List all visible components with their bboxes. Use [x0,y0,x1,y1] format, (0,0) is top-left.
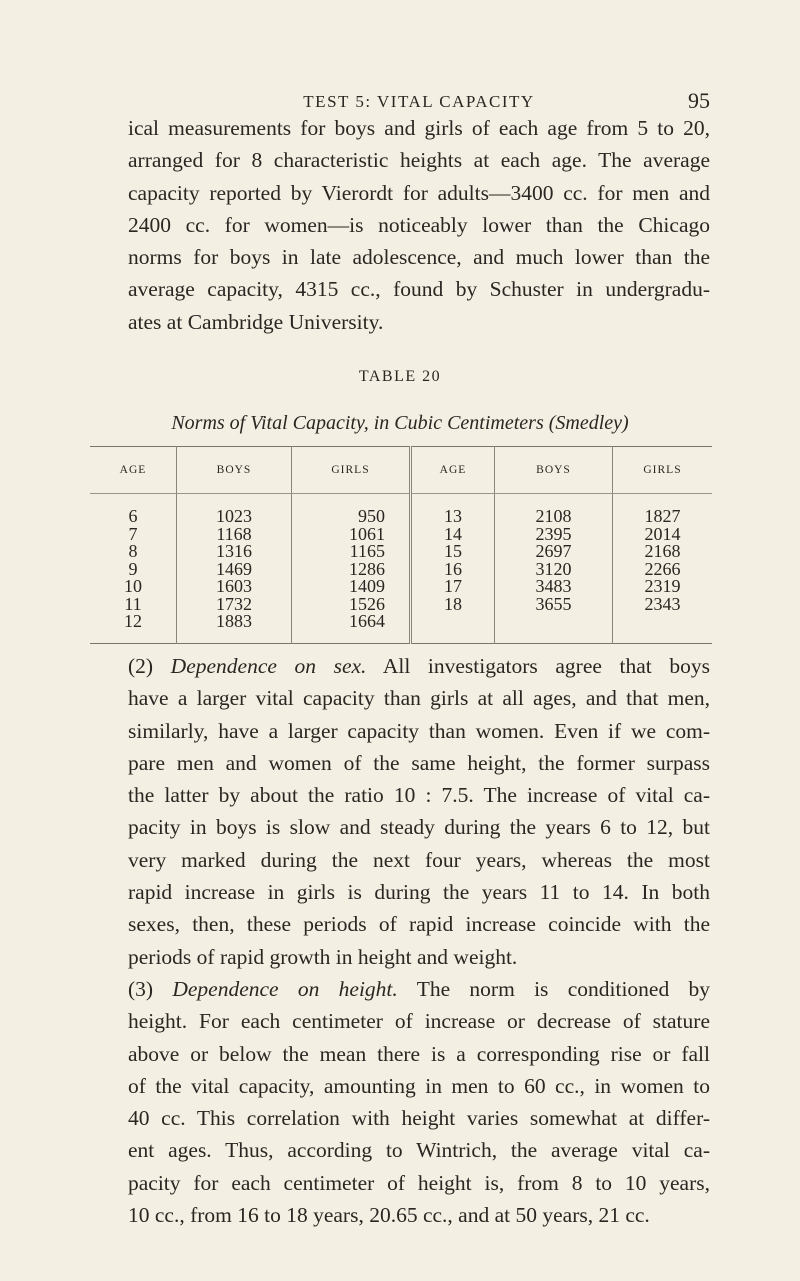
table-cell: 1409 [349,576,385,596]
text-line: rapid increase in girls is during the years 11 to 14. In both [128,880,710,905]
text-segment: All investigators agree that boys [366,654,710,678]
text-line: ent ages. Thus, according to Wintrich, the average vital ca- [128,1138,710,1163]
text-line [128,650,710,682]
table-cell: 2697 [535,541,572,561]
section-number: (2) [128,654,171,678]
column-age [411,494,495,644]
table-cell: 8 [128,541,138,561]
table-cell: 1316 [216,541,252,561]
table-cell: 1061 [349,523,385,544]
table-cell: 18 [444,593,462,614]
text-line: height. For each centimeter of increase or decrease of stature [128,1009,710,1034]
vital-capacity-table [90,446,712,644]
table-cell: 11 [124,593,142,614]
table-cell: 1023 [216,506,252,526]
text-line: very marked during the next four years, whereas the most [128,847,710,872]
section-heading: Dependence on height. [172,977,398,1001]
table-cell: 1883 [216,611,252,631]
text-line: capacity reported by Vierordt for adults—3400 cc. for men and [128,180,710,205]
column-age [90,494,177,644]
table-cell: 1168 [216,523,252,544]
text-line [128,973,710,1005]
running-head-title: TEST 5: VITAL CAPACITY [303,92,535,111]
text-line: sexes, then, these periods of rapid increase coincide with the [128,912,710,937]
table-cell: 7 [128,523,138,544]
section-number: (3) [128,977,173,1001]
table-cell: 1165 [349,541,385,561]
header-age: AGE [90,447,177,494]
table-cell: 950 [358,506,385,526]
table-cell: 17 [444,576,462,596]
column-girls [292,494,411,644]
table-cell: 3655 [535,593,572,614]
text-segment: The norm is conditioned by [397,977,710,1001]
text-line: pare men and women of the same height, the former surpass [128,750,710,775]
table-cell: 2343 [644,593,681,614]
table-cell: 2395 [535,523,572,544]
table-number: TABLE 20 [358,368,442,385]
text-line: norms for boys in late adolescence, and much lower than the [128,245,710,270]
table-cell: 1286 [349,558,385,579]
text-line: above or below the mean there is a corresponding rise or fall [128,1041,710,1066]
table-cell: 1469 [216,558,252,579]
table-cell: 2108 [535,506,572,526]
table-cell: 2266 [644,558,681,579]
table-cell: 13 [444,506,462,526]
text-line: 10 cc., from 16 to 18 years, 20.65 cc., and at 50 years, 21 cc. [128,1203,650,1228]
table-cell: 9 [128,558,138,579]
text-line: similarly, have a larger capacity than women. Even if we com- [128,718,710,743]
header-age: AGE [411,447,495,494]
table-cell: 1732 [216,593,252,614]
section-heading: Dependence on sex. [170,654,367,678]
text-line: 2400 cc. for women—is noticeably lower than the Chicago [128,212,710,237]
paragraph-dependence-on-sex [128,650,710,973]
text-line: the latter by about the ratio 10 : 7.5. The increase of vital ca- [128,783,710,808]
text-line: average capacity, 4315 cc., found by Schuster in undergradu- [128,277,710,302]
column-boys [495,494,613,644]
text-line: 40 cc. This correlation with height varies somewhat at differ- [128,1106,710,1131]
column-boys [177,494,292,644]
text-line: ates at Cambridge University. [128,309,384,334]
table-cell: 3120 [535,558,572,579]
header-boys: BOYS [495,447,613,494]
header-girls: GIRLS [292,447,411,494]
paragraph-intro [128,112,710,338]
table-cell: 2168 [644,541,681,561]
header-boys: BOYS [177,447,292,494]
table-cell: 2014 [644,523,681,544]
text-line: arranged for 8 characteristic heights at each age. The average [128,148,710,173]
column-girls [613,494,713,644]
table-cell: 12 [124,611,142,631]
table-cell: 10 [124,576,142,596]
text-line: pacity for each centimeter of height is, from 8 to 10 years, [128,1170,710,1195]
table-caption: Norms of Vital Capacity, in Cubic Centimeters (Smedley) [171,412,629,434]
table-cell: 1664 [349,611,385,631]
table-cell: 6 [128,506,138,526]
paragraph-dependence-on-height [128,973,710,1231]
text-line: pacity in boys is slow and steady during the years 6 to 12, but [128,815,710,840]
text-line: have a larger vital capacity than girls at all ages, and that men, [128,686,710,711]
table-cell: 3483 [535,576,572,596]
table-cell: 1603 [216,576,252,596]
table-cell: 2319 [644,576,681,596]
table-cell: 14 [444,523,462,544]
text-line: periods of rapid growth in height and weight. [128,944,518,969]
table-cell: 15 [444,541,462,561]
text-line: of the vital capacity, amounting in men to 60 cc., in women to [128,1073,710,1098]
table-cell: 1526 [349,593,385,614]
page-number: 95 [688,88,710,113]
table-cell: 16 [444,558,462,579]
table-cell: 1827 [644,506,681,526]
text-line: ical measurements for boys and girls of each age from 5 to 20, [128,116,710,140]
header-girls: GIRLS [613,447,713,494]
